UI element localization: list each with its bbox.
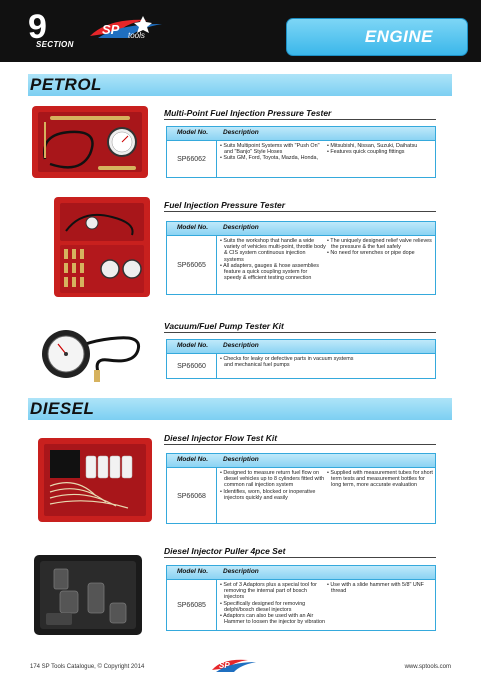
footer-copyright: 174 SP Tools Catalogue, © Copyright 2014: [30, 664, 145, 670]
header-model: Model No.: [177, 129, 209, 136]
category-title: PETROL: [30, 75, 102, 94]
footer-sp-tools-logo: [210, 656, 258, 674]
header-description: Description: [223, 568, 259, 575]
product-table-sp66060: [166, 339, 436, 379]
table-body: [167, 354, 435, 379]
table-body: [167, 236, 435, 295]
table-body: [167, 580, 435, 631]
svg-text:tools: tools: [128, 31, 145, 40]
sp-tools-logo: [88, 14, 166, 44]
title-divider: [164, 119, 436, 120]
header-model: Model No.: [177, 456, 209, 463]
table-body: [167, 468, 435, 524]
feature-bullet: • Specifically designed for removing delphi/bosch diesel injectors: [220, 600, 306, 613]
feature-bullet: • Supplied with measurement tubes for short term tests and measurement bottles for long term, more accurate evaluation: [327, 470, 433, 489]
header-model: Model No.: [177, 224, 209, 231]
feature-bullet: • Checks for leaky or defective parts in vacuum systems and mechanical fuel pumps: [220, 356, 354, 369]
table-header: [167, 340, 435, 354]
product-title: Fuel Injection Pressure Tester: [164, 200, 286, 210]
header-description: Description: [223, 224, 259, 231]
table-header: [167, 222, 435, 236]
feature-bullet: • Suits GM, Ford, Toyota, Mazda, Honda,: [220, 155, 318, 162]
product-table-sp66068: [166, 453, 436, 524]
feature-bullet: • Suits the workshop that handle a wide variety of vehicles multi-point, throttle body & CIS system continuous injection systems: [220, 238, 326, 263]
title-divider: [164, 332, 436, 333]
product-table-sp66062: [166, 126, 436, 178]
feature-bullet: • Adaptors can also be used with an Air Hammer to loosen the injector by vibration: [220, 613, 325, 626]
model-number: SP66068: [167, 468, 217, 524]
category-tab-engine: [286, 18, 468, 56]
feature-bullet: • Features quick coupling fittings: [327, 149, 405, 156]
feature-bullet: • Suits Multipoint Systems with "Push On" and "Banjo" Style Hoses: [220, 143, 320, 156]
feature-bullet: • No need for wrenches or pipe dope: [327, 250, 415, 257]
header-description: Description: [223, 129, 259, 136]
model-number: SP66065: [167, 236, 217, 295]
title-divider: [164, 444, 436, 445]
product-table-sp66085: [166, 565, 436, 631]
table-header: [167, 454, 435, 468]
svg-text:SP: SP: [102, 22, 120, 37]
feature-bullet: • Identifies, worn, blocked or inoperative injectors quickly and easily: [220, 488, 316, 501]
product-title: Diesel Injector Puller 4pce Set: [164, 546, 286, 556]
category-title: DIESEL: [30, 399, 95, 418]
feature-bullet: • All adapters, gauges & hose assemblies feature a quick coupling system for speedy & efficient testing connection: [220, 262, 319, 282]
feature-bullet: • The uniquely designed relief valve relieves the pressure & the fuel safely: [327, 238, 432, 251]
header-model: Model No.: [177, 568, 209, 575]
product-image-sp66068: [36, 436, 154, 524]
header-description: Description: [223, 456, 259, 463]
product-image-sp66065: [52, 195, 152, 299]
page-header: [0, 0, 481, 62]
product-table-sp66065: [166, 221, 436, 295]
table-body: [167, 141, 435, 178]
svg-text:SP: SP: [219, 661, 230, 670]
feature-bullet: • Designed to measure return fuel flow on diesel vehicles up to 8 cylinders fitted with common rail injection system: [220, 470, 325, 489]
title-divider: [164, 211, 436, 212]
feature-bullet: • Use with a slide hammer with 5/8" UNF thread: [327, 582, 424, 595]
section-number: 9: [28, 8, 47, 46]
model-number: SP66060: [167, 354, 217, 379]
feature-bullet: • Mitsubishi, Nissan, Suzuki, Daihatsu: [327, 143, 418, 149]
feature-bullet: • Set of 3 Adaptors plus a special tool for removing the internal part of bosch injectors: [220, 582, 317, 601]
title-divider: [164, 557, 436, 558]
product-title: Diesel Injector Flow Test Kit: [164, 433, 278, 443]
product-image-sp66085: [32, 553, 144, 637]
model-number: SP66062: [167, 141, 217, 178]
category-bar-diesel: [28, 398, 452, 420]
product-image-sp66060: [38, 320, 150, 384]
footer-website: www.sptools.com: [404, 664, 451, 670]
product-title: Multi-Point Fuel Injection Pressure Tester: [164, 108, 332, 118]
header-model: Model No.: [177, 342, 209, 349]
product-title: Vacuum/Fuel Pump Tester Kit: [164, 321, 284, 331]
section-label: SECTION: [36, 40, 74, 49]
model-number: SP66085: [167, 580, 217, 631]
category-tab-label: ENGINE: [364, 27, 433, 46]
table-header: [167, 566, 435, 580]
product-image-sp66062: [30, 104, 150, 180]
table-header: [167, 127, 435, 141]
category-bar-petrol: [28, 74, 452, 96]
header-description: Description: [223, 342, 259, 349]
